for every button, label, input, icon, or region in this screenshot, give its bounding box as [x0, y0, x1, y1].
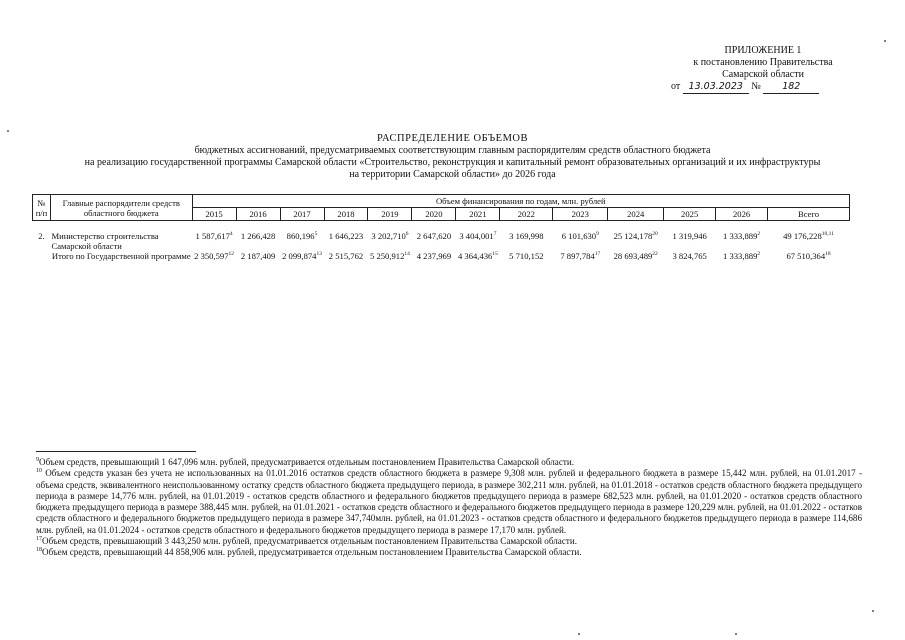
appendix-title: ПРИЛОЖЕНИЕ 1 — [724, 45, 802, 56]
value-cell: 1 333,889$^2$ — [723, 251, 761, 261]
header-main-distributor: Главные распорядители средств областного бюджета — [50, 195, 192, 221]
value-cell: 1 333,889$^2$ — [723, 231, 761, 241]
table-row — [33, 251, 850, 261]
decree-reference — [663, 81, 863, 94]
header-year: 2015 — [192, 208, 236, 221]
header-year: 2020 — [412, 208, 456, 221]
row-distributor: Министерство строительства Самарской области — [51, 231, 159, 251]
header-year: 2022 — [500, 208, 553, 221]
header-year: 2023 — [553, 208, 608, 221]
value-cell: 2 099,874$^{13}$ — [282, 251, 322, 261]
value-cell: 2 187,409 — [240, 251, 276, 261]
value-cell: 2 350,597$^{12}$ — [194, 251, 235, 261]
header-num: № п/п — [33, 195, 51, 221]
header-year: 2024 — [608, 208, 664, 221]
value-cell: 860,196$^5$ — [286, 231, 318, 241]
total-cell: 67 510,364$^{18}$ — [786, 251, 831, 261]
value-cell: 2 515,762 — [328, 251, 364, 261]
header-total: Всего — [768, 208, 850, 221]
value-cell: 4 237,969 — [416, 251, 452, 261]
value-cell: 2 647,620 — [416, 231, 452, 241]
header-year: 2025 — [664, 208, 716, 221]
header-year: 2021 — [456, 208, 500, 221]
appendix-header — [663, 45, 863, 94]
header-year: 2026 — [716, 208, 768, 221]
value-cell: 3 404,001$^7$ — [459, 231, 497, 241]
title-line-4: на территории Самарской области» до 2026 года — [349, 169, 556, 180]
title-line-3: на реализацию государственной программы Самарской области «Строительство, реконструкция и капитальный ремонт образовательных организаций и их инфраструктуры — [84, 157, 821, 168]
value-cell: 4 364,436$^{15}$ — [457, 251, 498, 261]
appendix-line-1: к постановлению Правительства — [693, 57, 833, 68]
value-cell: 1 587,617$^4$ — [195, 231, 233, 241]
scan-speck — [872, 610, 874, 612]
from-label: от — [671, 81, 681, 92]
scan-speck — [578, 633, 580, 635]
footnote: $^{18}$Объем средств, превышающий 44 858,906 млн. рублей, предусматривается отдельным постановлением Правительства Самарской области. — [36, 547, 582, 558]
value-cell: 3 202,710$^6$ — [371, 231, 409, 241]
row-distributor: Итого по Государственной программе — [51, 251, 191, 261]
handwritten-date: 13.03.2023 — [683, 81, 749, 94]
value-cell: 1 266,428 — [240, 231, 276, 241]
footnotes — [36, 457, 862, 559]
header-year: 2016 — [236, 208, 280, 221]
value-cell: 25 124,178$^{20}$ — [613, 231, 658, 241]
table-row — [33, 231, 850, 251]
footnote: $^9$Объем средств, превышающий 1 647,096 млн. рублей, предусматривается отдельным постановлением Правительства Самарской области. — [36, 456, 574, 467]
title-main: РАСПРЕДЕЛЕНИЕ ОБЪЕМОВ — [376, 133, 529, 144]
footnote-divider — [36, 451, 196, 452]
handwritten-number: 182 — [763, 81, 819, 94]
number-label: № — [751, 81, 761, 92]
value-cell: 7 897,784$^{17}$ — [560, 251, 601, 261]
document-title — [0, 133, 905, 181]
header-year: 2018 — [324, 208, 368, 221]
row-num — [33, 251, 51, 261]
footnote: $^{17}$Объем средств, превышающий 3 443,250 млн. рублей, предусматривается отдельным постановлением Правительства Самарской области. — [36, 536, 577, 547]
title-line-2: бюджетных ассигнований, предусматриваемых соответствующим главным распорядителям средств областного бюджета — [194, 145, 711, 156]
row-num: 2. — [38, 231, 45, 241]
value-cell: 1 319,946 — [672, 231, 707, 241]
appendix-line-2: Самарской области — [722, 69, 804, 80]
value-cell: 3 169,998 — [509, 231, 544, 241]
header-year: 2019 — [368, 208, 412, 221]
value-cell: 5 250,912$^{14}$ — [370, 251, 410, 261]
total-cell: 49 176,228$^{10,11}$ — [783, 231, 834, 241]
value-cell: 6 101,630$^9$ — [561, 231, 599, 241]
header-year: 2017 — [280, 208, 324, 221]
header-group-financing: Объем финансирования по годам, млн. рублей — [192, 195, 849, 208]
value-cell: 5 710,152 — [509, 251, 544, 261]
scan-speck — [884, 40, 886, 42]
scan-speck — [7, 130, 9, 132]
financing-table — [32, 194, 850, 261]
value-cell: 3 824,765 — [672, 251, 707, 261]
value-cell: 1 646,223 — [328, 231, 364, 241]
value-cell: 28 693,489$^{22}$ — [613, 251, 658, 261]
scan-speck — [735, 633, 737, 635]
footnote: $^{10}$ Объем средств указан без учета не использованных на 01.01.2016 остатков средств областного бюджета в размере 9,308 млн. рублей и федерального бюджета в размере 15,442 млн. рублей, на 01.01.2017 - объема средств, эквивалентного неиспользованному остатку средств областного бюджета предыдущего периода, в размере 302,211 млн. рублей, на 01.01.2018 - остатков средств областного бюджета предыдущего периода в размере 14,776 млн. рублей, на 01.01.2019 - остатков средств областного и федерального бюджетов предыдущего периода в размере 682,523 млн. рублей, на 01.01.2020 - остатков средств областного бюджета предыдущего периода в размере 388,445 млн. рублей, на 01.01.2021 - остатков средств областного и федерального бюджетов предыдущего периода в размере 120,229 млн. рублей, на 01.01.2022 - остатков средств областного и федерального бюджетов предыдущего периода в размере 347,740млн. рублей, на 01.01.2023 - остатков средств областного и федерального бюджетов предыдущего периода в размере 114,686 млн. рублей, на 01.01.2024 - остатков средств областного и федерального бюджетов предыдущего периода в размере 17,170 млн. рублей. — [36, 468, 862, 535]
